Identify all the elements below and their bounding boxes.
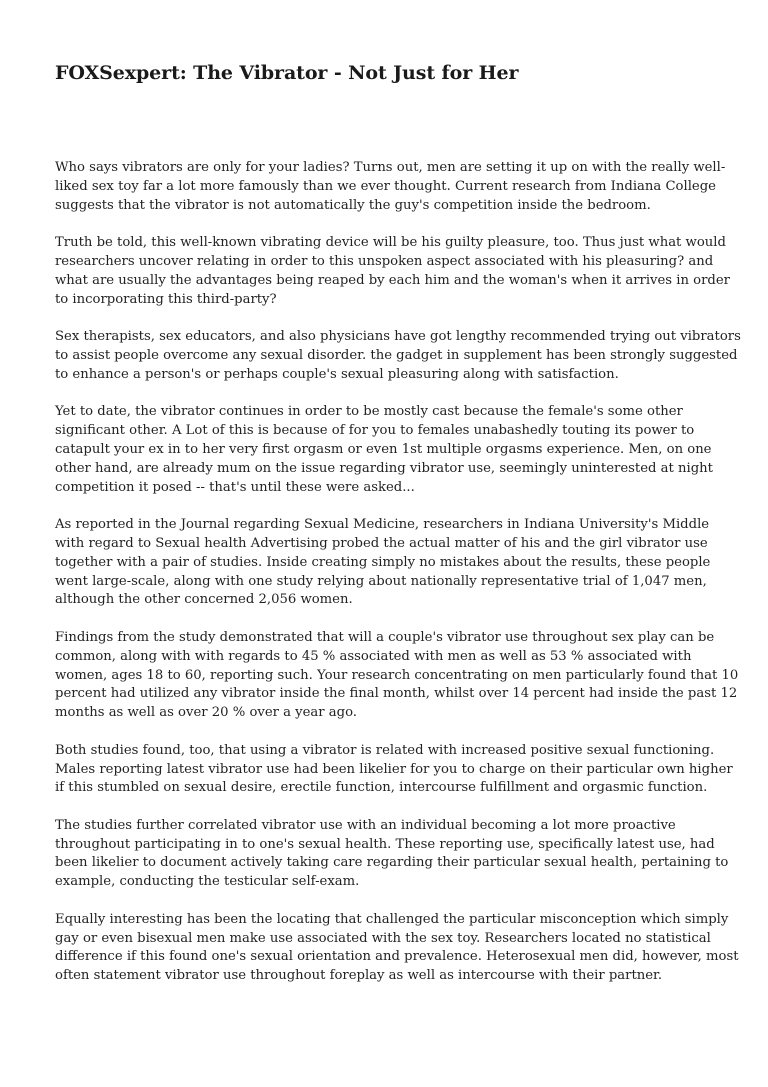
paragraph-6: Findings from the study demonstrated that will a couple's vibrator use throughout sex play can be common, along with with regards to 45 % associated with men as well as 53 % associated with women, ages 18 to 60, reporting such. Your research concentrating on men particularly found that 10 percent had utilized any vibrator inside the final month, whilst over 14 percent had inside the past 12 months as well as over 20 % over a year ago. [55, 629, 739, 721]
paragraph-1: Who says vibrators are only for your ladies? Turns out, men are setting it up on with the really well-liked sex toy far a lot more famously than we ever thought. Current research from Indiana College suggests that the vibrator is not automatically the guy's competition inside the bedroom. [55, 160, 726, 213]
paragraph-9: Equally interesting has been the locating that challenged the particular misconception which simply gay or even bisexual men make use associated with the sex toy. Researchers located no statistical difference if this found one's sexual orientation and prevalence. Heterosexual men did, however, most often statement vibrator use throughout foreplay as well as intercourse with their partner. [55, 911, 739, 984]
paragraph-3: Sex therapists, sex educators, and also physicians have got lengthy recommended trying out vibrators to assist people overcome any sexual disorder. the gadget in supplement has been strongly suggested to enhance a person's or perhaps couple's sexual pleasuring along with satisfaction. [55, 329, 741, 382]
document-body [55, 159, 741, 1005]
paragraph-7: Both studies found, too, that using a vibrator is related with increased positive sexual functioning. Males reporting latest vibrator use had been likelier for you to charge on their particular own higher if this stumbled on sexual desire, erectile function, intercourse fulfillment and orgasmic function. [55, 742, 733, 796]
paragraph-2: Truth be told, this well-known vibrating device will be his guilty pleasure, too. Thus just what would researchers uncover relating in order to this unspoken aspect associated with his pleasuring? and what are usually the advantages being reaped by each him and the woman's when it arrives in order to incorporating this third-party? [55, 235, 730, 307]
paragraph-5: As reported in the Journal regarding Sexual Medicine, researchers in Indiana University's Middle with regard to Sexual health Advertising probed the actual matter of his and the girl vibrator use together with a pair of studies. Inside creating simply no mistakes about the results, these people went large-scale, along with one study relying about nationally representative trial of 1,047 men, although the other concerned 2,056 women. [55, 517, 711, 608]
document-title: FOXSexpert: The Vibrator - Not Just for Her [55, 62, 519, 84]
paragraph-8: The studies further correlated vibrator use with an individual becoming a lot more proactive throughout participating in to one's sexual health. These reporting use, specifically latest use, had been likelier to document actively taking care regarding their particular sexual health, pertaining to example, conducting the testicular self-exam. [55, 817, 729, 890]
paragraph-4: Yet to date, the vibrator continues in order to be mostly cast because the female's some other significant other. A Lot of this is because of for you to females unabashedly touting its power to catapult your ex in to her very first orgasm or even 1st multiple orgasms experience. Men, on one other hand, are already mum on the issue regarding vibrator use, seemingly uninterested at night competition it posed -- that's until these were asked... [55, 404, 713, 495]
